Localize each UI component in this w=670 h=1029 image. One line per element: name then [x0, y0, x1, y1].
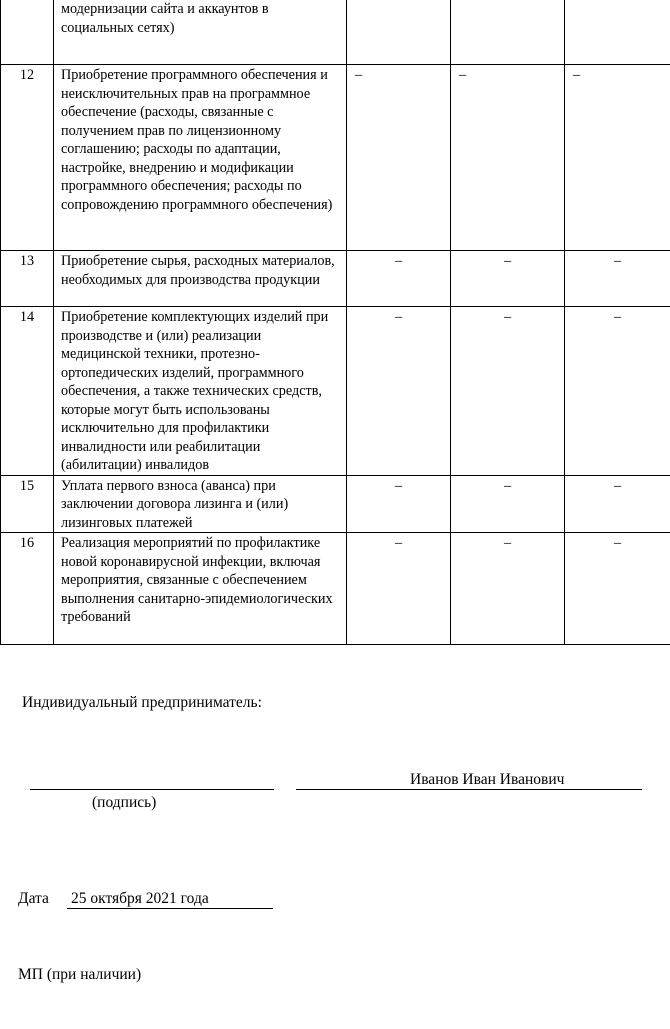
table-row	[1, 533, 670, 645]
row-value-3: –	[565, 533, 670, 645]
name-line	[296, 789, 642, 790]
row-value-3: –	[565, 65, 670, 251]
date-line	[67, 908, 273, 909]
row-description: модернизации сайта и аккаунтов в социальных сетях)	[54, 0, 347, 65]
table-row	[1, 475, 670, 533]
row-number: 13	[1, 251, 54, 307]
date-label: Дата	[18, 890, 49, 907]
row-number: 14	[1, 307, 54, 476]
row-number: 16	[1, 533, 54, 645]
row-value-3	[565, 0, 670, 65]
row-description: Приобретение программного обеспечения и неисключительных прав на программное обеспечение (расходы, связанные с получением прав по лицензионному соглашению; расходы по адаптации, настройке, внедрению и модификации программного обеспечения; расходы по сопровождению программного обеспечения)	[54, 65, 347, 251]
row-value-1: –	[347, 533, 451, 645]
row-value-2: –	[451, 65, 565, 251]
row-value-3: –	[565, 251, 670, 307]
row-value-3: –	[565, 307, 670, 476]
row-value-1	[347, 0, 451, 65]
signature-caption: (подпись)	[92, 794, 157, 811]
row-value-1: –	[347, 65, 451, 251]
stamp-label: МП (при наличии)	[18, 966, 142, 983]
row-number: 15	[1, 475, 54, 533]
row-value-1: –	[347, 475, 451, 533]
row-value-2	[451, 0, 565, 65]
row-value-2: –	[451, 475, 565, 533]
row-description: Реализация мероприятий по профилактике новой коронавирусной инфекции, включая мероприятия, связанные с обеспечением выполнения санитарно-эпидемиологических требований	[54, 533, 347, 645]
row-number: 12	[1, 65, 54, 251]
row-value-2: –	[451, 533, 565, 645]
date-value: 25 октября 2021 года	[71, 890, 209, 907]
row-value-2: –	[451, 251, 565, 307]
row-description: Приобретение комплектующих изделий при производстве и (или) реализации медицинской техники, протезно-ортопедических изделий, программного обеспечения, а также технических средств, которые могут быть использованы исключительно для профилактики инвалидности или реабилитации (абилитации) инвалидов	[54, 307, 347, 476]
table-row	[1, 251, 670, 307]
row-value-3: –	[565, 475, 670, 533]
table-row	[1, 0, 670, 65]
row-description: Приобретение сырья, расходных материалов, необходимых для производства продукции	[54, 251, 347, 307]
signature-line	[30, 789, 274, 790]
row-value-1: –	[347, 307, 451, 476]
row-value-1: –	[347, 251, 451, 307]
table-row	[1, 307, 670, 476]
signer-name: Иванов Иван Иванович	[410, 771, 565, 788]
role-label: Индивидуальный предприниматель:	[22, 694, 262, 711]
table-row	[1, 65, 670, 251]
row-description: Уплата первого взноса (аванса) при заключении договора лизинга и (или) лизинговых платежей	[54, 475, 347, 533]
row-number	[1, 0, 54, 65]
row-value-2: –	[451, 307, 565, 476]
